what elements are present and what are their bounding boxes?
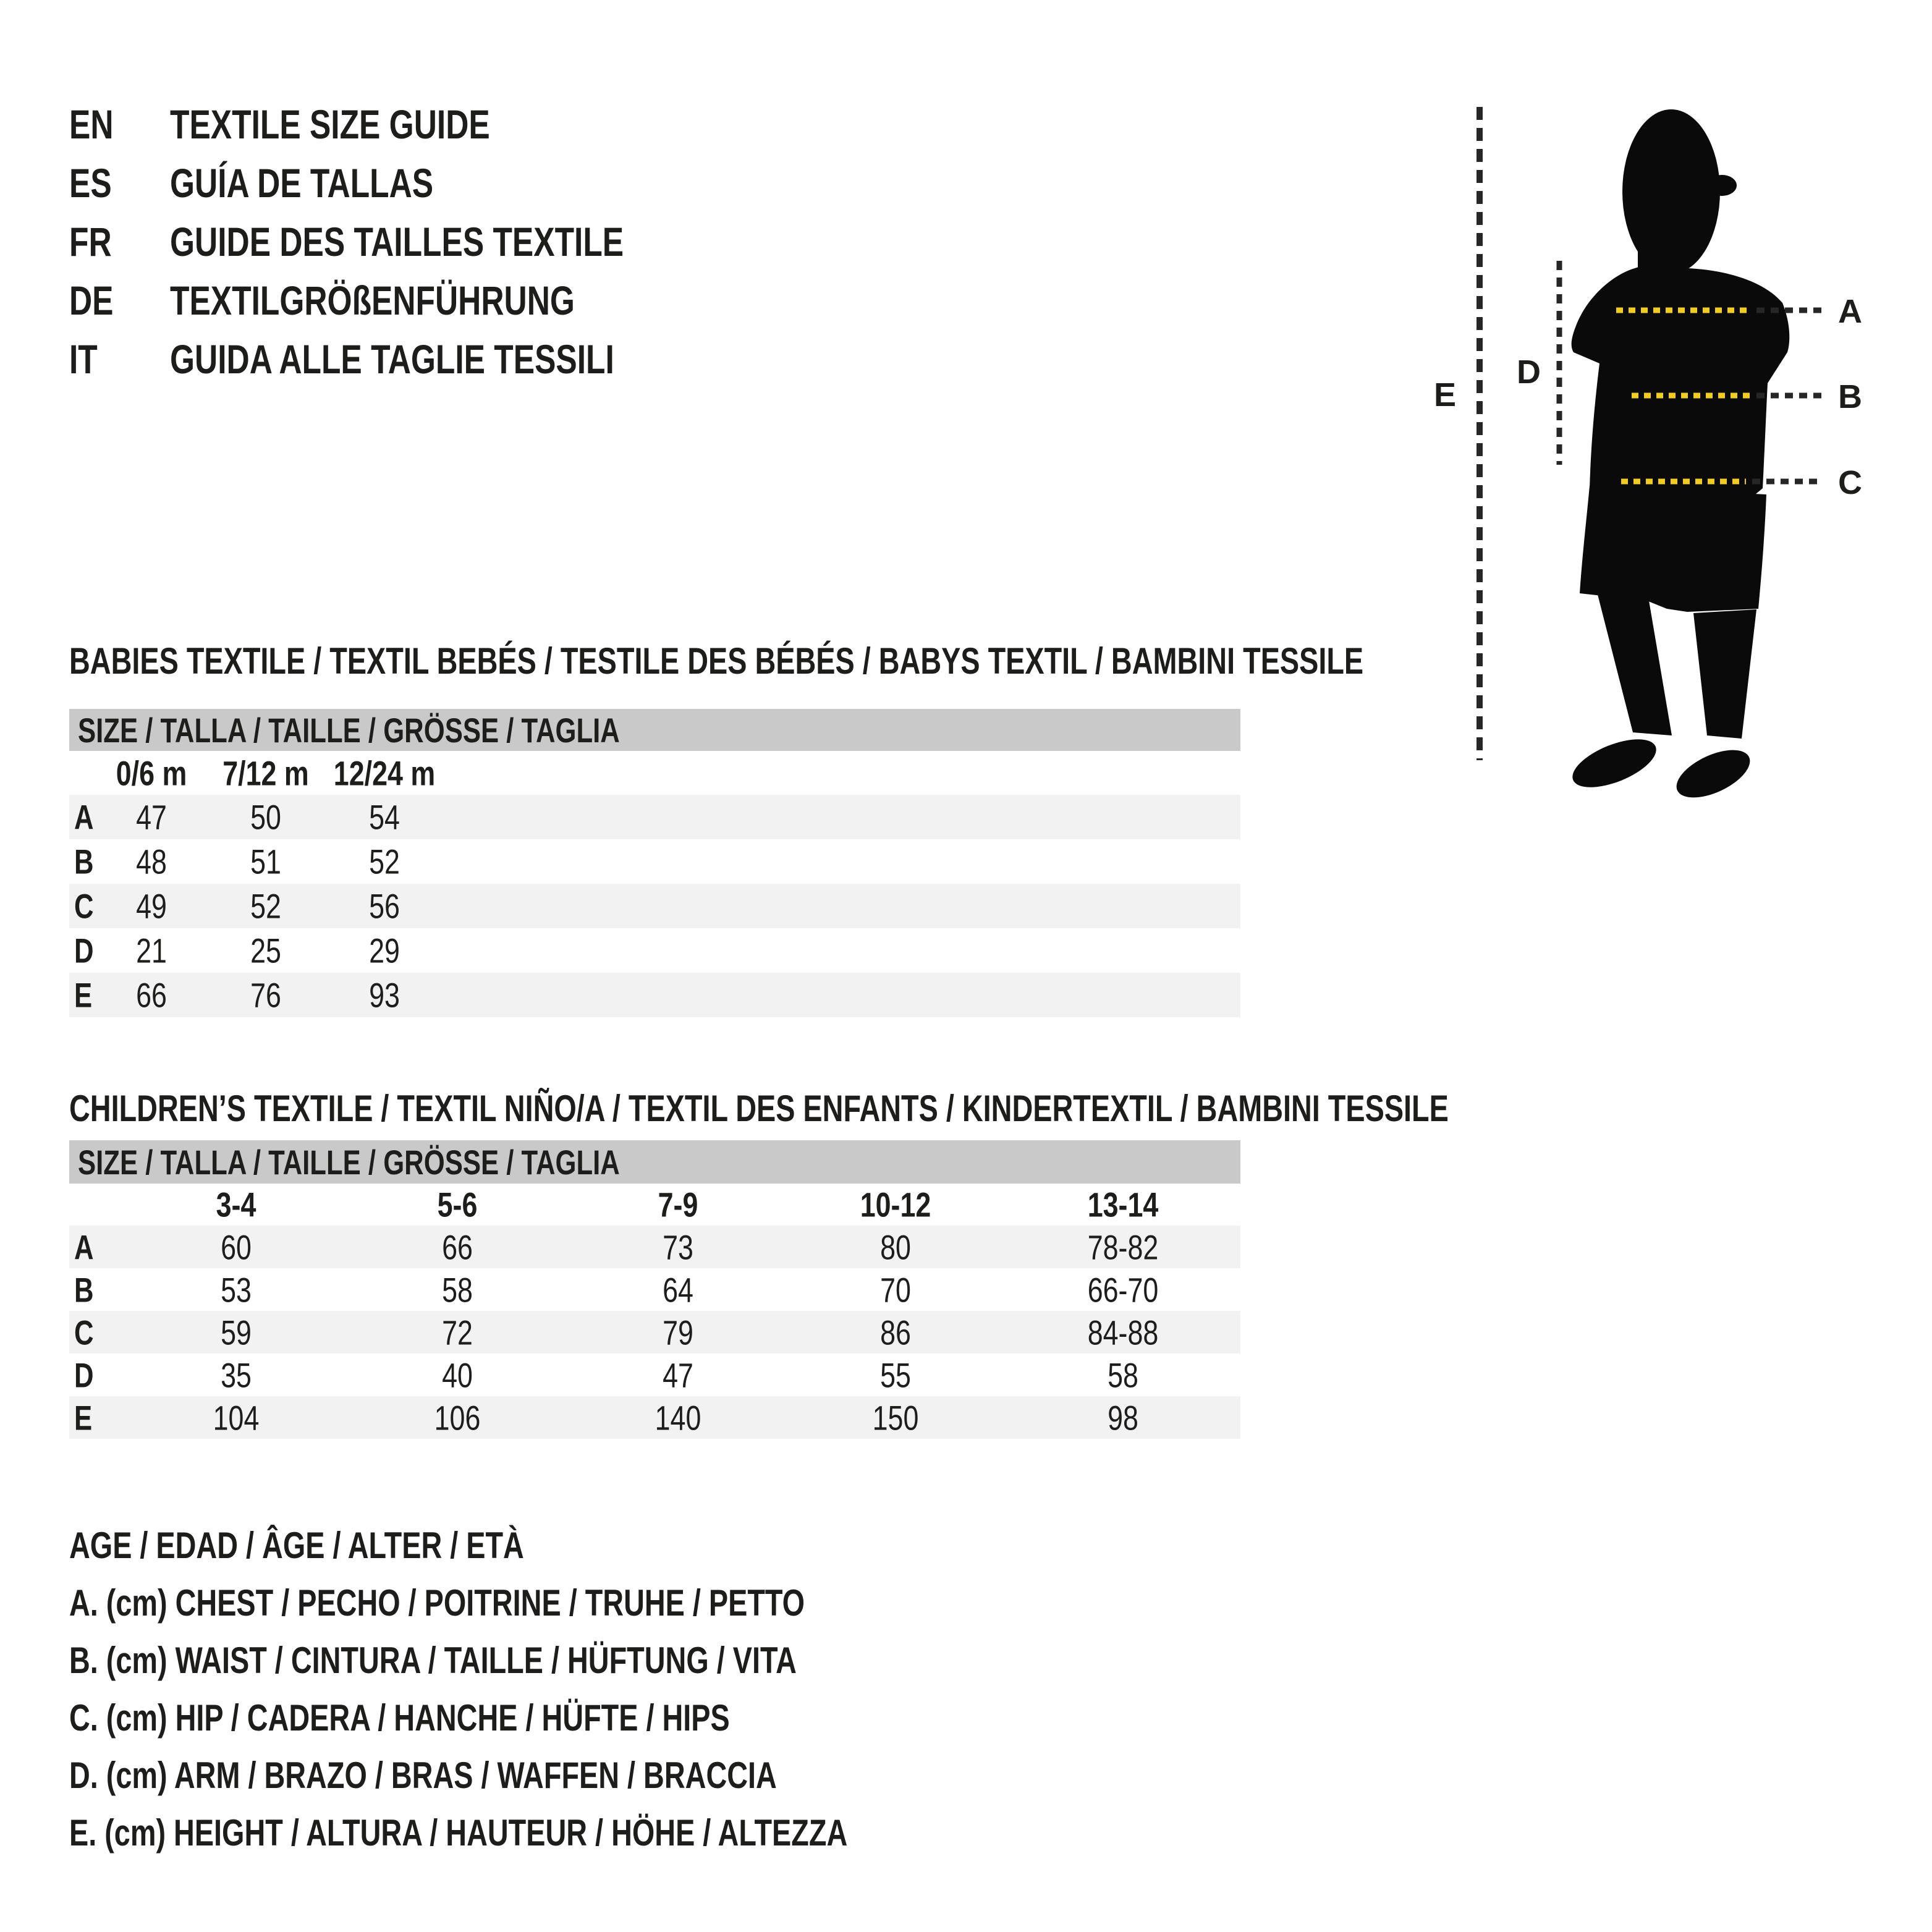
measure-label-d: D — [1517, 354, 1541, 391]
measurement-legend — [69, 1517, 1067, 1862]
table-cell: 56 — [369, 886, 400, 926]
table-cell: 58 — [442, 1270, 473, 1309]
row-label: B — [74, 842, 94, 881]
table-row — [69, 884, 1240, 928]
table-cell: 76 — [250, 975, 281, 1015]
row-label: A — [74, 1227, 94, 1266]
table-cell: 80 — [880, 1227, 911, 1266]
table-cell: 84-88 — [1087, 1313, 1159, 1352]
row-label: E — [74, 975, 93, 1015]
page-title-es: GUÍA DE TALLAS — [170, 159, 434, 206]
language-title-list — [69, 95, 752, 388]
table-cell: 47 — [663, 1355, 693, 1394]
table-cell: 58 — [1108, 1355, 1138, 1394]
table-cell: 104 — [213, 1398, 260, 1437]
lang-code-es: ES — [69, 159, 112, 206]
row-label: B — [74, 1270, 94, 1309]
table-cell: 70 — [880, 1270, 911, 1309]
lang-code-fr: FR — [69, 218, 112, 265]
lang-row-es — [69, 153, 752, 212]
children-size-bar: SIZE / TALLA / TAILLE / GRÖSSE / TAGLIA — [69, 1140, 1240, 1184]
table-cell: 79 — [663, 1313, 693, 1352]
child-silhouette-icon — [1409, 93, 1932, 810]
page-title-en: TEXTILE SIZE GUIDE — [170, 101, 490, 147]
legend-age: AGE / EDAD / ÂGE / ALTER / ETÀ — [69, 1525, 524, 1566]
table-row — [69, 1396, 1240, 1439]
table-cell: 53 — [221, 1270, 252, 1309]
table-row — [69, 973, 1240, 1017]
table-cell: 50 — [250, 797, 281, 837]
row-label: C — [74, 1313, 94, 1352]
table-cell: 72 — [442, 1313, 473, 1352]
table-cell: 52 — [369, 842, 400, 881]
table-cell: 140 — [655, 1398, 701, 1437]
row-label: D — [74, 1355, 94, 1394]
table-cell: 106 — [434, 1398, 481, 1437]
legend-waist: B. (cm) WAIST / CINTURA / TAILLE / HÜFTUNG / VITA — [69, 1640, 797, 1681]
measure-label-e: E — [1434, 376, 1457, 413]
table-cell: 40 — [442, 1355, 473, 1394]
table-cell: 66 — [136, 975, 167, 1015]
table-cell: 98 — [1108, 1398, 1138, 1437]
column-header: 10-12 — [860, 1185, 931, 1224]
lang-row-it — [69, 329, 752, 388]
page-title-it: GUIDA ALLE TAGLIE TESSILI — [170, 336, 614, 382]
lang-row-en — [69, 95, 752, 153]
row-label: D — [74, 931, 94, 970]
lang-row-fr — [69, 212, 752, 271]
lang-code-en: EN — [69, 101, 114, 147]
children-section-title: CHILDREN’S TEXTILE / TEXTIL NIÑO/A / TEXTIL DES ENFANTS / KINDERTEXTIL / BAMBINI TESSILE — [69, 1088, 1449, 1129]
table-cell: 66 — [442, 1227, 473, 1266]
table-row — [69, 839, 1240, 884]
column-header: 3-4 — [216, 1185, 256, 1224]
lang-code-it: IT — [69, 336, 98, 382]
babies-section-title: BABIES TEXTILE / TEXTIL BEBÉS / TESTILE DES BÉBÉS / BABYS TEXTIL / BAMBINI TESSILE — [69, 640, 1364, 682]
measure-label-a: A — [1838, 293, 1862, 330]
legend-hip: C. (cm) HIP / CADERA / HANCHE / HÜFTE / HIPS — [69, 1697, 730, 1739]
table-row — [69, 1354, 1240, 1396]
table-cell: 29 — [369, 931, 400, 970]
table-cell: 49 — [136, 886, 167, 926]
table-cell: 47 — [136, 797, 167, 837]
page-title-fr: GUIDE DES TAILLES TEXTILE — [170, 218, 624, 265]
column-header: 13-14 — [1087, 1185, 1159, 1224]
legend-chest: A. (cm) CHEST / PECHO / POITRINE / TRUHE / PETTO — [69, 1582, 805, 1624]
table-cell: 86 — [880, 1313, 911, 1352]
size-diagram — [1409, 93, 1932, 810]
table-cell: 54 — [369, 797, 400, 837]
table-cell: 78-82 — [1087, 1227, 1159, 1266]
table-cell: 21 — [136, 931, 167, 970]
measure-label-c: C — [1838, 464, 1862, 501]
table-row — [69, 1226, 1240, 1268]
legend-height: E. (cm) HEIGHT / ALTURA / HAUTEUR / HÖHE / ALTEZZA — [69, 1812, 848, 1854]
table-row — [69, 795, 1240, 839]
table-cell: 25 — [250, 931, 281, 970]
table-row — [69, 1311, 1240, 1354]
table-cell: 52 — [250, 886, 281, 926]
row-label: E — [74, 1398, 93, 1437]
table-cell: 66-70 — [1087, 1270, 1159, 1309]
legend-arm: D. (cm) ARM / BRAZO / BRAS / WAFFEN / BRACCIA — [69, 1755, 777, 1796]
table-cell: 73 — [663, 1227, 693, 1266]
column-header: 7-9 — [658, 1185, 698, 1224]
table-cell: 93 — [369, 975, 400, 1015]
babies-size-table — [69, 709, 1240, 1017]
table-cell: 48 — [136, 842, 167, 881]
page-title-de: TEXTILGRÖßENFÜHRUNG — [170, 277, 575, 323]
column-header: 7/12 m — [222, 753, 309, 792]
table-cell: 35 — [221, 1355, 252, 1394]
measure-label-b: B — [1838, 378, 1862, 415]
table-cell: 150 — [872, 1398, 919, 1437]
children-column-header-row — [69, 1184, 1240, 1226]
column-header: 0/6 m — [116, 753, 187, 792]
column-header: 12/24 m — [333, 753, 436, 792]
babies-size-bar: SIZE / TALLA / TAILLE / GRÖSSE / TAGLIA — [69, 709, 1240, 751]
table-cell: 64 — [663, 1270, 693, 1309]
children-size-table — [69, 1140, 1240, 1439]
table-cell: 55 — [880, 1355, 911, 1394]
table-row — [69, 1268, 1240, 1311]
babies-column-header-row — [69, 751, 1240, 795]
table-row — [69, 928, 1240, 973]
table-cell: 59 — [221, 1313, 252, 1352]
row-label: A — [74, 797, 94, 837]
column-header: 5-6 — [437, 1185, 478, 1224]
table-cell: 60 — [221, 1227, 252, 1266]
lang-code-de: DE — [69, 277, 114, 323]
row-label: C — [74, 886, 94, 926]
table-cell: 51 — [250, 842, 281, 881]
lang-row-de — [69, 271, 752, 329]
